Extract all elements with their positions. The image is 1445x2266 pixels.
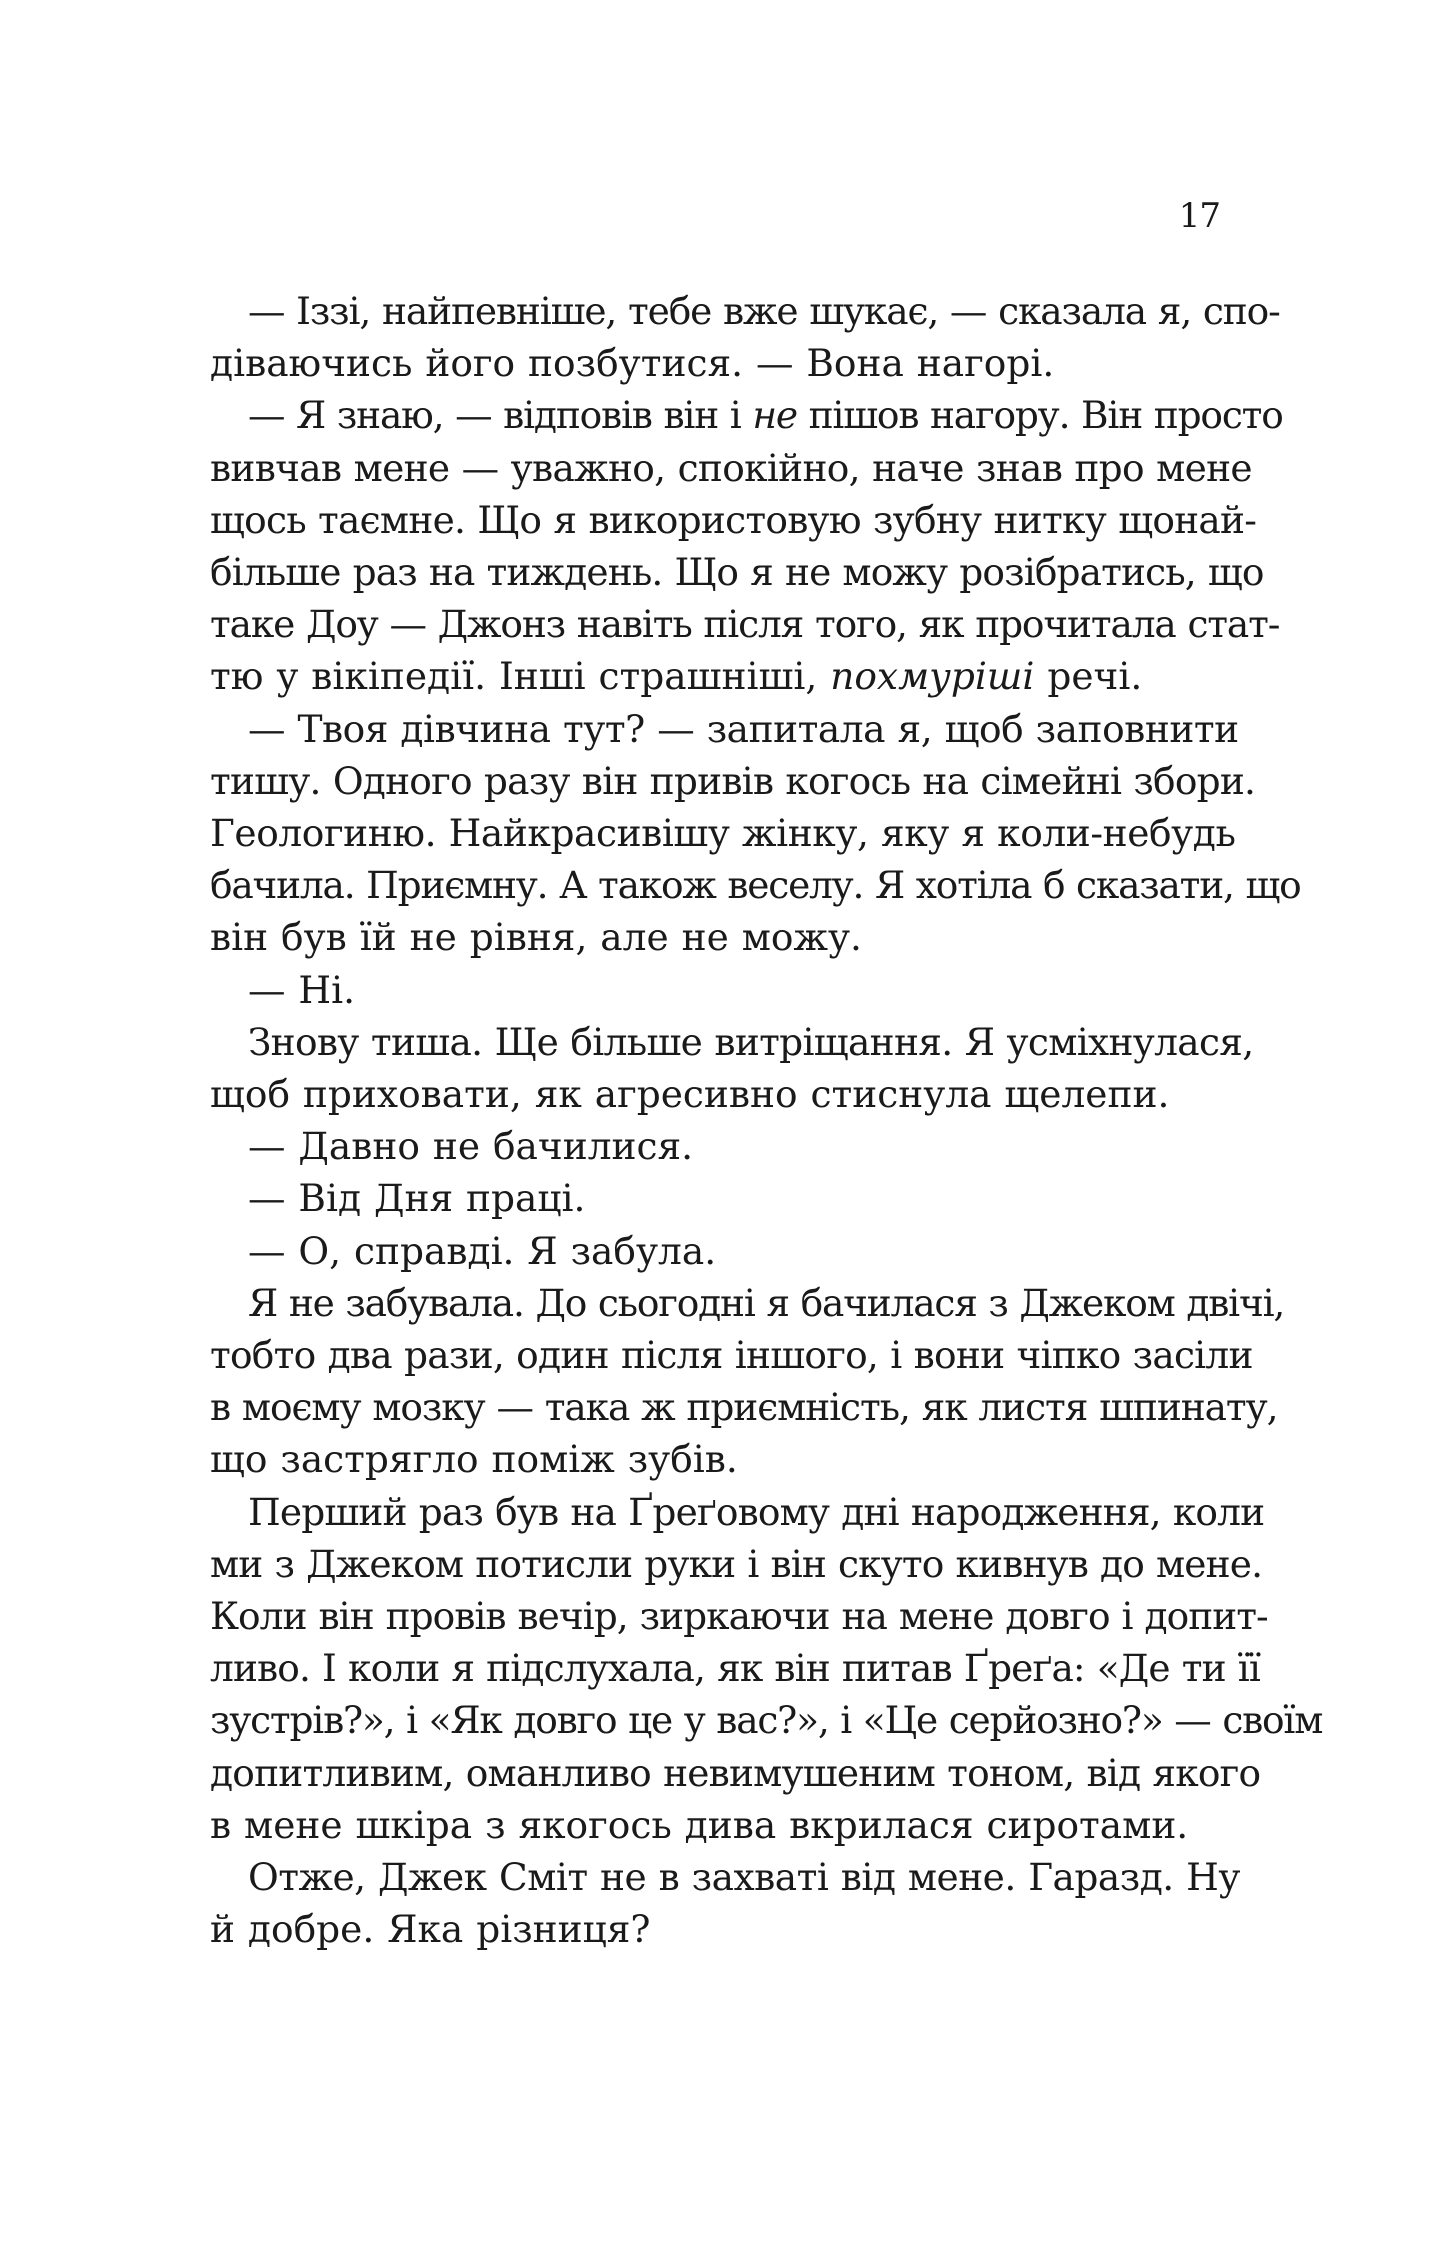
text-line bbox=[210, 1486, 1265, 1538]
text-line bbox=[210, 703, 1239, 755]
text-run: що застрягло поміж зубів. bbox=[210, 1437, 738, 1482]
text-line bbox=[210, 1381, 1278, 1433]
text-line bbox=[210, 1172, 1212, 1224]
text-run: — Іззі, найпевніше, тебе вже шукає, — сказала я, спо- bbox=[248, 289, 1280, 333]
page-number: 17 bbox=[1178, 196, 1220, 236]
text-run: таке Доу — Джонз навіть після того, як прочитала стат- bbox=[210, 602, 1280, 647]
text-run: тишу. Одного разу він привів когось на сімейні збори. bbox=[210, 758, 1256, 803]
text-run: Знову тиша. Ще більше витріщання. Я усміхнулася, bbox=[248, 1019, 1254, 1064]
text-line bbox=[210, 1590, 1268, 1642]
text-line bbox=[210, 807, 1236, 859]
text-run: діваючись його позбутися. — Вона нагорі. bbox=[210, 341, 1055, 386]
text-run: пішов нагору. Він просто bbox=[796, 393, 1283, 438]
body-text bbox=[210, 285, 1323, 1956]
text-run: Отже, Джек Сміт не в захваті від мене. Гаразд. Ну bbox=[248, 1855, 1240, 1900]
text-run: він був їй не рівня, але не можу. bbox=[210, 915, 862, 960]
text-line bbox=[210, 650, 1212, 702]
text-line bbox=[210, 1538, 1263, 1590]
text-run: ливо. І коли я підслухала, як він питав Ґреґа: «Де ти її bbox=[210, 1646, 1260, 1691]
text-line bbox=[210, 1329, 1253, 1381]
text-line bbox=[210, 1120, 1212, 1172]
text-run: в моєму мозку — така ж приємність, як листя шпинату, bbox=[210, 1385, 1278, 1430]
italic-emphasis: не bbox=[752, 393, 797, 438]
italic-emphasis: похмуріші bbox=[830, 654, 1035, 699]
text-run: щоб приховати, як агресивно стиснула щелепи. bbox=[210, 1072, 1170, 1117]
text-line bbox=[210, 1799, 1212, 1851]
text-run: Геологиню. Найкрасивішу жінку, яку я коли-небудь bbox=[210, 811, 1236, 856]
text-run: — О, справді. Я забула. bbox=[248, 1228, 717, 1273]
text-line bbox=[210, 546, 1264, 598]
text-line bbox=[210, 859, 1301, 911]
text-line bbox=[210, 911, 1212, 963]
text-line bbox=[210, 755, 1256, 807]
text-line bbox=[210, 1747, 1261, 1799]
text-run: ми з Джеком потисли руки і він скуто кивнув до мене. bbox=[210, 1541, 1263, 1586]
text-run: — Я знаю, — відповів він і bbox=[248, 393, 753, 438]
text-run: Перший раз був на Ґреґовому дні народження, коли bbox=[248, 1489, 1265, 1534]
text-run: в мене шкіра з якогось дива вкрилася сиротами. bbox=[210, 1802, 1189, 1847]
text-line bbox=[210, 1642, 1260, 1694]
text-run: допитливим, оманливо невимушеним тоном, від якого bbox=[210, 1750, 1261, 1795]
text-line bbox=[210, 1068, 1212, 1120]
text-line bbox=[210, 285, 1280, 337]
text-run: — Твоя дівчина тут? — запитала я, щоб заповнити bbox=[248, 706, 1239, 751]
text-run: — Від Дня праці. bbox=[248, 1176, 586, 1221]
text-line bbox=[210, 1903, 1212, 1955]
text-line bbox=[210, 389, 1283, 441]
text-run: бачила. Приємну. А також веселу. Я хотіла б сказати, що bbox=[210, 863, 1301, 908]
text-line bbox=[210, 598, 1280, 650]
text-run: речі. bbox=[1034, 654, 1143, 699]
text-run: тобто два рази, один після іншого, і вони чіпко засіли bbox=[210, 1333, 1253, 1378]
text-run: Я не забувала. До сьогодні я бачилася з Джеком двічі, bbox=[248, 1280, 1285, 1325]
text-line bbox=[210, 1277, 1285, 1329]
text-run: — Ні. bbox=[248, 967, 356, 1012]
text-line bbox=[210, 442, 1252, 494]
text-line bbox=[210, 1016, 1254, 1068]
text-line bbox=[210, 964, 1212, 1016]
text-line bbox=[210, 1851, 1240, 1903]
text-run: й добре. Яка різниця? bbox=[210, 1907, 651, 1952]
text-run: тю у вікіпедії. Інші страшніші, bbox=[210, 654, 831, 699]
text-line bbox=[210, 1694, 1323, 1746]
text-line bbox=[210, 1433, 1212, 1485]
text-line bbox=[210, 337, 1212, 389]
text-run: більше раз на тиждень. Що я не можу розібратись, що bbox=[210, 550, 1264, 595]
text-run: Коли він провів вечір, зиркаючи на мене довго і допит- bbox=[210, 1594, 1268, 1639]
text-run: зустрів?», і «Як довго це у вас?», і «Це серйозно?» — своїм bbox=[210, 1698, 1323, 1743]
text-run: щось таємне. Що я використовую зубну нитку щонай- bbox=[210, 497, 1257, 542]
text-run: вивчав мене — уважно, спокійно, наче знав про мене bbox=[210, 445, 1252, 490]
text-run: — Давно не бачилися. bbox=[248, 1124, 694, 1169]
text-line bbox=[210, 1225, 1212, 1277]
text-line bbox=[210, 494, 1257, 546]
